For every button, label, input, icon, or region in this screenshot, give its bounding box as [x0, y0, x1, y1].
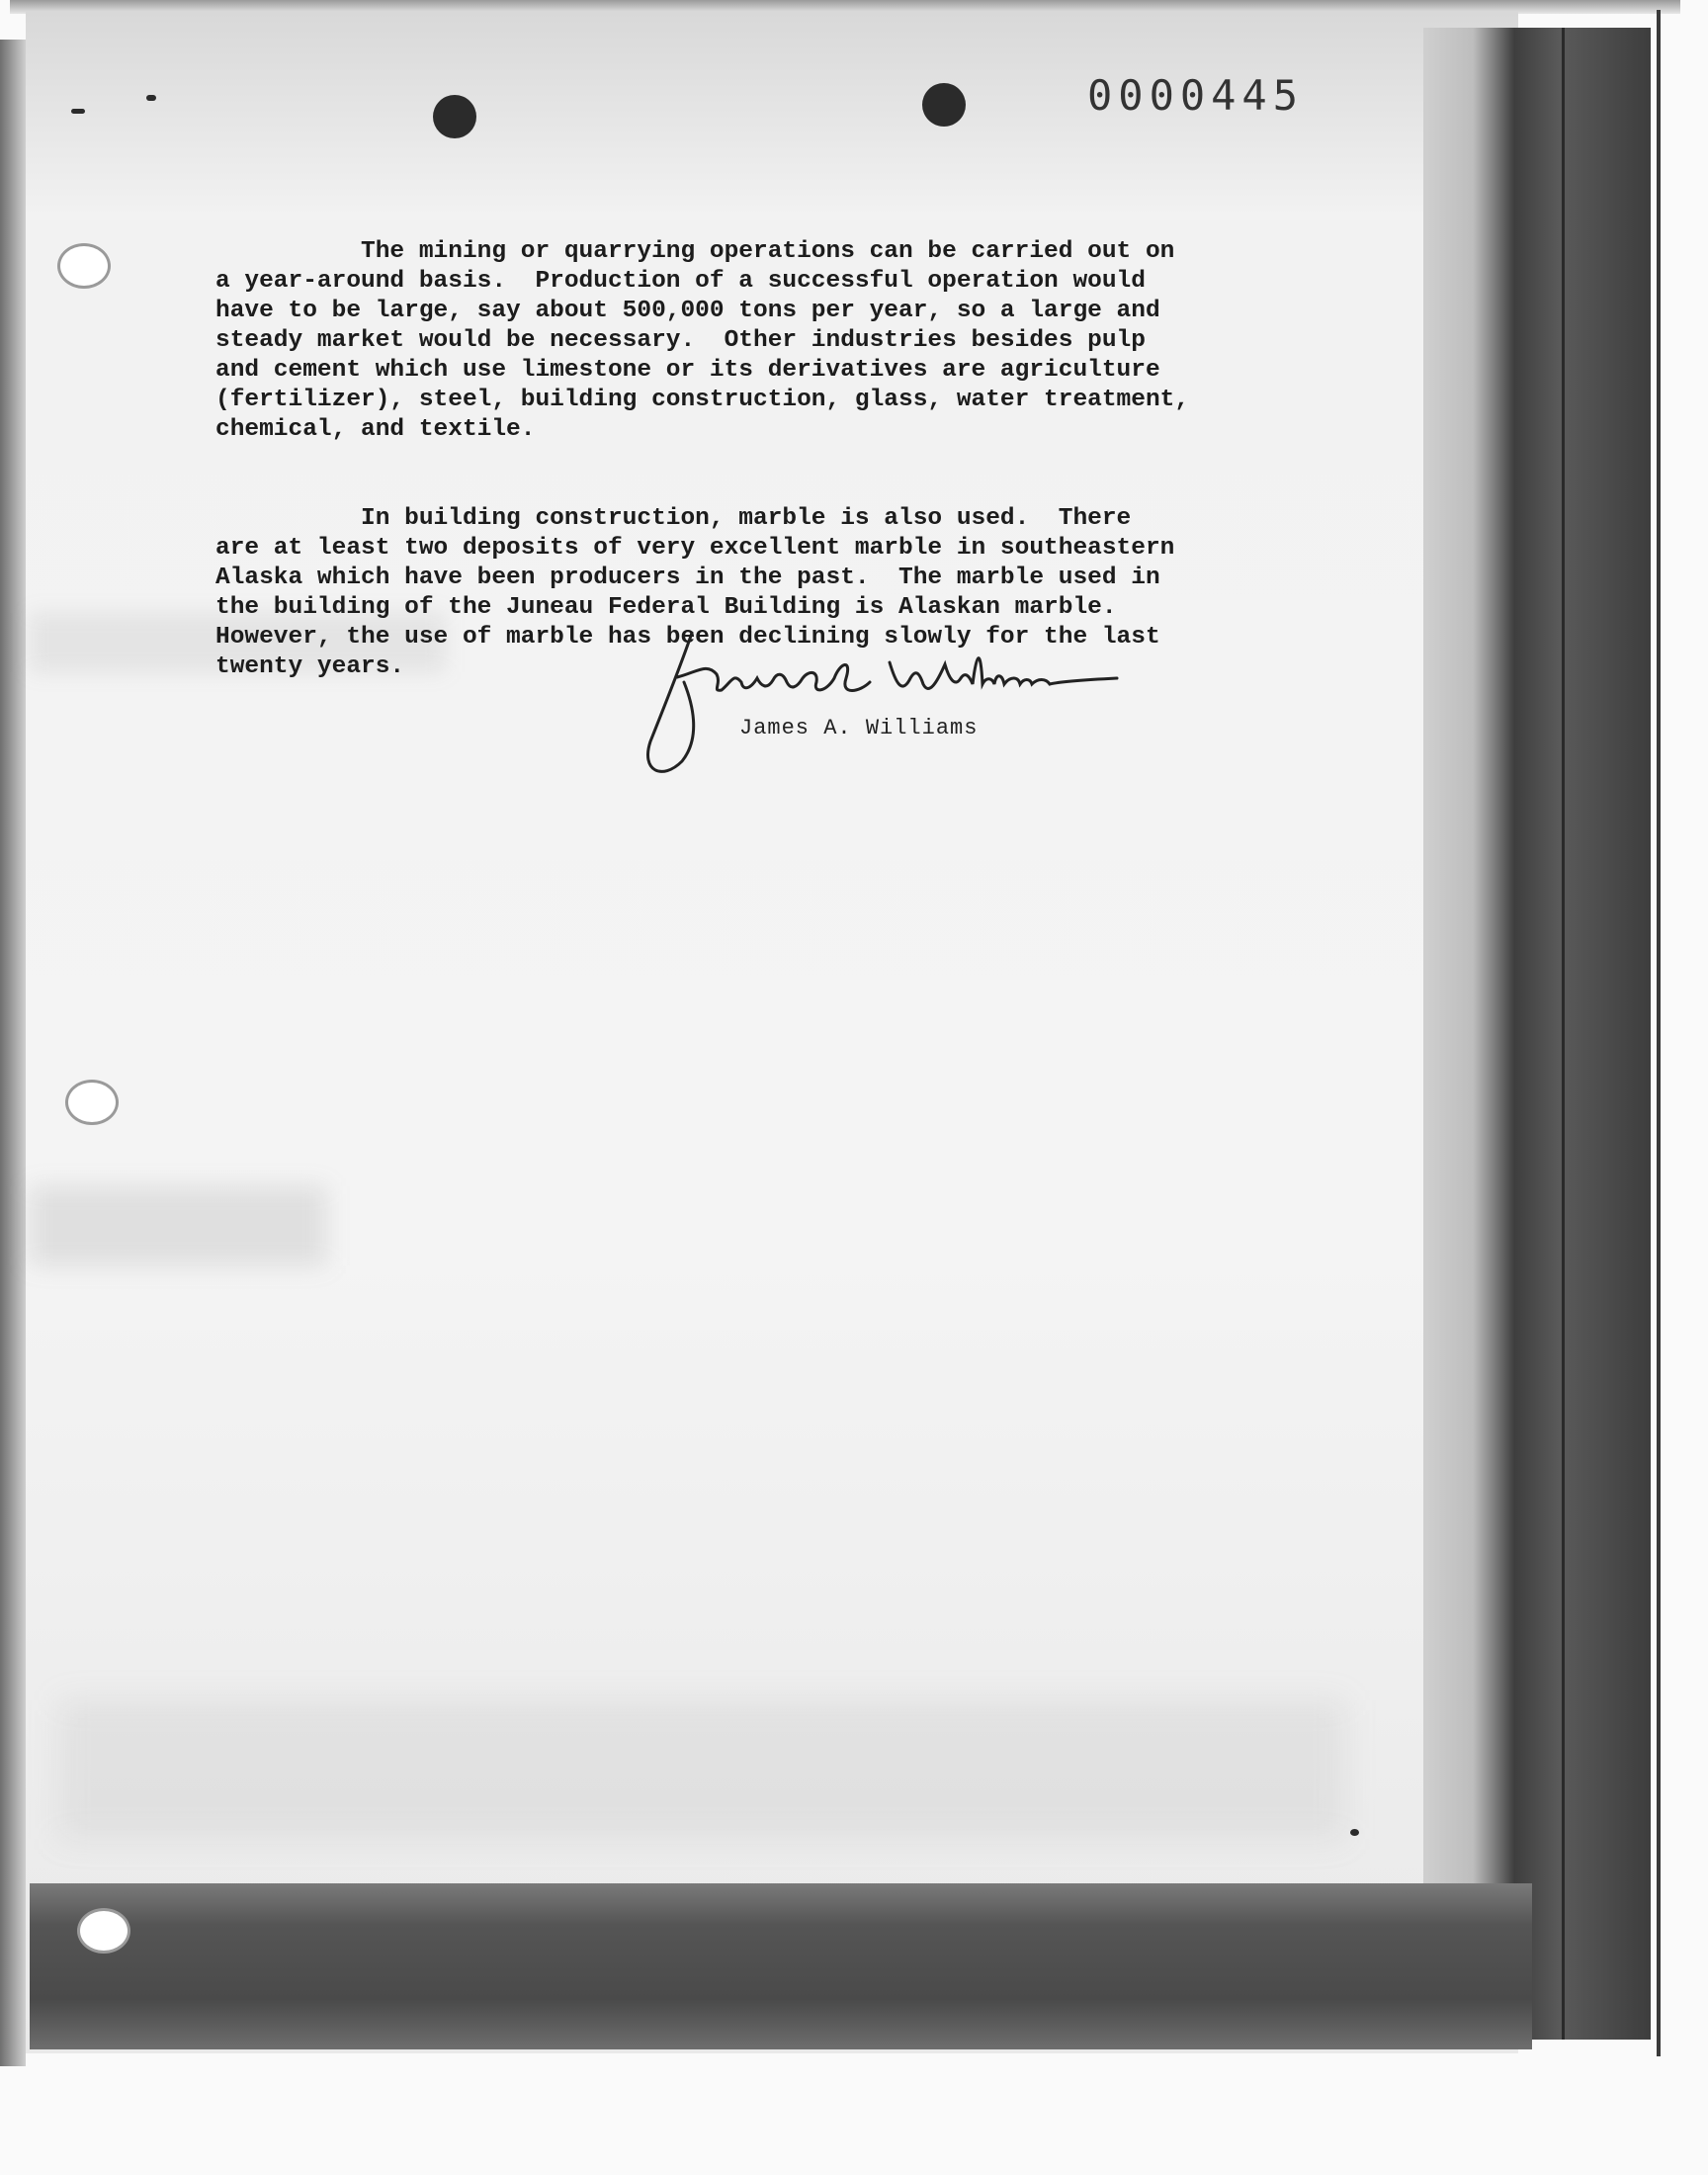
text-line: However, the use of marble has been declining slowly for the last [215, 624, 1160, 651]
paragraph [215, 208, 1243, 445]
handwritten-signature [623, 623, 1137, 791]
text-line: steady market would be necessary. Other industries besides pulp [215, 327, 1146, 354]
text-line: the building of the Juneau Federal Building is Alaskan marble. [215, 594, 1117, 621]
text-line: a year-around basis. Production of a successful operation would [215, 268, 1146, 295]
band-divider-line [1562, 28, 1565, 2040]
binder-hole [57, 243, 111, 289]
punch-dot [433, 95, 476, 138]
text-line: and cement which use limestone or its derivatives are agriculture [215, 357, 1160, 384]
speck [146, 95, 156, 101]
scan-edge-left [0, 40, 26, 2066]
speck [71, 109, 85, 114]
text-line: The mining or quarrying operations can be carried out on [215, 238, 1175, 265]
binder-hole [77, 1908, 130, 1954]
speck [1350, 1829, 1359, 1836]
text-line: Alaska which have been producers in the past. The marble used in [215, 565, 1160, 591]
copy-smudge [59, 1700, 1344, 1839]
binder-hole [65, 1080, 119, 1125]
typed-signature-name: James A. Williams [739, 716, 979, 740]
dark-band-right [1423, 28, 1651, 2040]
text-line: are at least two deposits of very excellent marble in southeastern [215, 535, 1175, 562]
document-number: 0000445 [1087, 71, 1305, 120]
text-line: chemical, and textile. [215, 416, 536, 443]
text-line: In building construction, marble is also used. There [215, 505, 1132, 532]
text-line: twenty years. [215, 653, 405, 680]
copy-smudge [30, 1186, 326, 1265]
text-line: (fertilizer), steel, building construction, glass, water treatment, [215, 387, 1190, 413]
punch-dot [922, 83, 966, 127]
dark-band-bottom [30, 1883, 1532, 2049]
text-line: have to be large, say about 500,000 tons per year, so a large and [215, 298, 1160, 324]
scan-edge-right [1657, 10, 1661, 2056]
